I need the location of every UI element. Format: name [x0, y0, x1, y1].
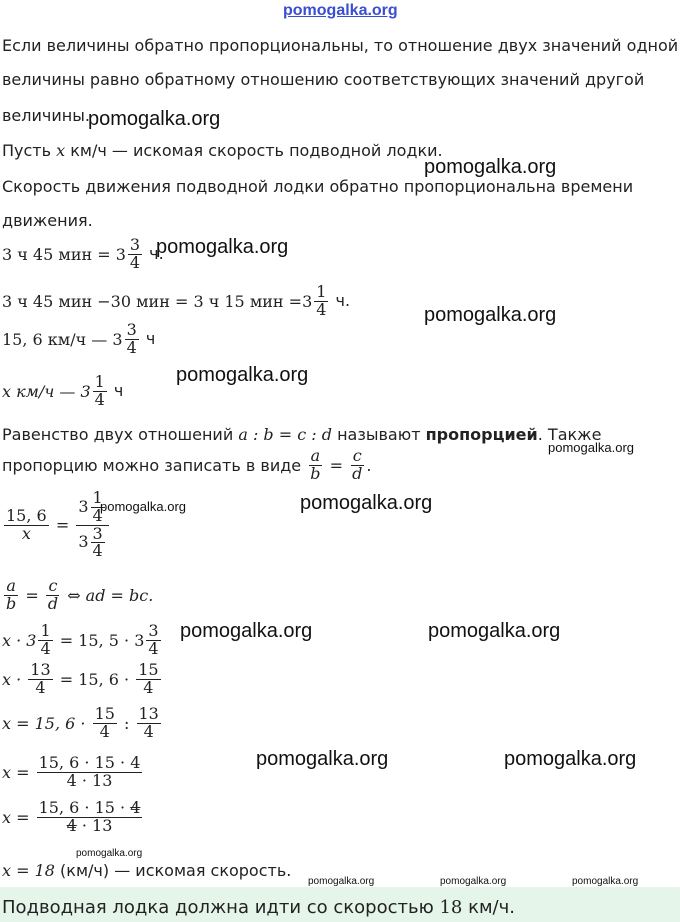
eq10-den: 4 · 13	[66, 770, 113, 790]
eq9-n1: 15	[94, 704, 115, 723]
eq4-num: 1	[94, 372, 105, 391]
watermark: pomogalka.org	[156, 236, 289, 258]
eq11-num-a: 15, 6 · 15 ·	[38, 798, 131, 817]
eq3-den: 4	[126, 337, 137, 357]
equation-time-reduced	[2, 284, 350, 319]
eq9-pre: x = 15, 6 ·	[2, 713, 91, 733]
eq8-pre: x ·	[2, 669, 27, 689]
watermark: pomogalka.org	[504, 748, 637, 770]
intro-line-1: Если величины обратно пропорциональны, то отношение двух значений одной	[2, 36, 679, 55]
watermark: pomogalka.org	[300, 492, 433, 514]
eq3-unit: ч	[140, 328, 156, 348]
eq2-den: 4	[316, 299, 327, 319]
let-x-var: x	[56, 141, 66, 160]
eq5-d1: 4	[92, 505, 103, 525]
watermark: pomogalka.org	[176, 364, 309, 386]
eq12-post: (км/ч) — искомая скорость.	[54, 861, 292, 880]
eq6-rest: ⇔ ad = bc.	[67, 585, 154, 605]
prop2-a: a	[310, 446, 321, 465]
watermark: pomogalka.org	[572, 876, 639, 887]
watermark: pomogalka.org	[180, 620, 313, 642]
eq4-den: 4	[94, 389, 105, 409]
eq8-d2: 4	[143, 677, 154, 697]
prop-bold: пропорцией	[425, 425, 538, 444]
eq5-n2: 3	[92, 523, 103, 543]
eq9-d1: 4	[99, 721, 110, 741]
prop2-b: b	[310, 463, 321, 483]
eq12-math: x = 18	[2, 861, 55, 880]
eq11-num-b: 4	[130, 798, 141, 817]
watermark: pomogalka.org	[428, 620, 561, 642]
eq7-n1: 1	[40, 621, 51, 640]
eq1-unit: ч.	[144, 243, 164, 263]
eq9-d2: 4	[143, 721, 154, 741]
let-x-pre: Пусть	[2, 141, 57, 160]
eq9-n2: 13	[138, 704, 159, 723]
eq6-d: d	[47, 593, 59, 613]
equation-solve-x	[2, 706, 163, 741]
proportion-line-1	[2, 425, 601, 444]
prop2-d: d	[352, 463, 363, 483]
eq1-left: 3 ч 45 мин = 3	[2, 244, 126, 264]
eq8-n2: 15	[138, 660, 159, 679]
eq7-d2: 4	[148, 638, 159, 658]
eq5-den-left: x	[21, 523, 31, 543]
let-x-post: км/ч — искомая скорость подводной лодки.	[65, 141, 443, 160]
eq9-mid: :	[118, 713, 135, 733]
watermark: pomogalka.org	[88, 108, 221, 130]
prop-math: a : b = c : d	[238, 425, 332, 444]
prop-post: . Также	[537, 425, 602, 444]
prop-mid: называют	[332, 425, 426, 444]
eq7-pre: x · 3	[2, 630, 37, 650]
speed-time-line-1: Скорость движения подводной лодки обратно пропорциональна времени	[2, 177, 634, 196]
equation-proportion-rule: $\frac{a}{b}$ = $\frac{c}{d}$ ⇔ ad = bc.	[6, 576, 154, 613]
answer-value: 18	[439, 897, 463, 918]
intro-line-2: величины равно обратному отношению соответствующих значений другой	[2, 70, 645, 89]
equation-speed-known	[2, 322, 155, 357]
top-watermark-link[interactable]: pomogalka.org	[283, 2, 398, 19]
eq5-d2: 4	[92, 541, 103, 561]
eq11-pre: x =	[2, 807, 35, 827]
eq5-n1: 1	[92, 488, 103, 507]
eq2-left: 3 ч 45 мин −30 мин = 3 ч 15 мин =3	[2, 291, 313, 311]
equation-time-conversion	[2, 237, 164, 272]
eq8-d1: 4	[35, 677, 46, 697]
eq3-left: 15, 6 км/ч — 3	[2, 329, 123, 349]
intro-line-3: величины.	[2, 106, 90, 125]
eq5-whole-1: 3	[78, 496, 89, 516]
prop-pre: Равенство двух отношений	[2, 425, 239, 444]
eq6-a: a	[6, 576, 16, 595]
prop2-c: c	[352, 446, 362, 465]
equation-cancelled	[2, 800, 144, 835]
equation-combined-fraction	[2, 755, 144, 790]
equation-result	[2, 861, 291, 880]
let-x-line	[2, 141, 443, 160]
answer-text	[2, 897, 515, 918]
eq2-num: 1	[316, 282, 327, 301]
equation-speed-unknown	[2, 374, 123, 409]
eq7-mid: = 15, 5 · 3	[54, 630, 145, 650]
eq4-left: x км/ч — 3	[2, 381, 91, 401]
eq3-num: 3	[126, 320, 137, 339]
equation-proportion-setup: $\frac{15, 6}{x}$ = 3 $\frac{1}{4}$ 3 $\frac{3}{4}$	[2, 490, 111, 560]
proportion-line-2: пропорцию можно записать в виде $\frac{a}{b}$ = $\frac{c}{d}$ .	[2, 446, 372, 483]
eq11-den-b: · 13	[76, 815, 113, 835]
eq5-num-left: 15, 6	[6, 505, 47, 525]
eq10-num: 15, 6 · 15 · 4	[38, 753, 141, 772]
watermark: pomogalka.org	[424, 156, 557, 178]
eq2-unit: ч.	[330, 290, 351, 310]
eq11-den-a: 4	[66, 815, 77, 835]
prop2-pre: пропорцию можно записать в виде	[2, 455, 307, 475]
prop2-post: .	[366, 455, 372, 475]
watermark: pomogalka.org	[308, 876, 375, 887]
answer-post: км/ч.	[462, 897, 515, 918]
eq1-num: 3	[129, 235, 141, 254]
eq1-den: 4	[129, 252, 141, 272]
equation-cross-multiply	[2, 623, 163, 658]
eq5-whole-2: 3	[78, 532, 89, 552]
watermark: pomogalka.org	[76, 848, 143, 859]
eq6-c: c	[48, 576, 58, 595]
watermark: pomogalka.org	[100, 499, 186, 514]
watermark: pomogalka.org	[440, 876, 507, 887]
eq6-b: b	[6, 593, 17, 613]
speed-time-line-2: движения.	[2, 211, 93, 230]
eq4-unit: ч	[108, 380, 124, 400]
watermark: pomogalka.org	[424, 304, 557, 326]
eq7-d1: 4	[40, 638, 51, 658]
answer-pre: Подводная лодка должна идти со скоростью	[2, 897, 440, 918]
eq8-n1: 13	[30, 660, 51, 679]
eq8-mid: = 15, 6 ·	[54, 669, 135, 689]
equation-improper	[2, 662, 163, 697]
watermark: pomogalka.org	[256, 748, 389, 770]
watermark: pomogalka.org	[548, 440, 634, 455]
eq7-n2: 3	[148, 621, 159, 640]
eq10-pre: x =	[2, 762, 35, 782]
